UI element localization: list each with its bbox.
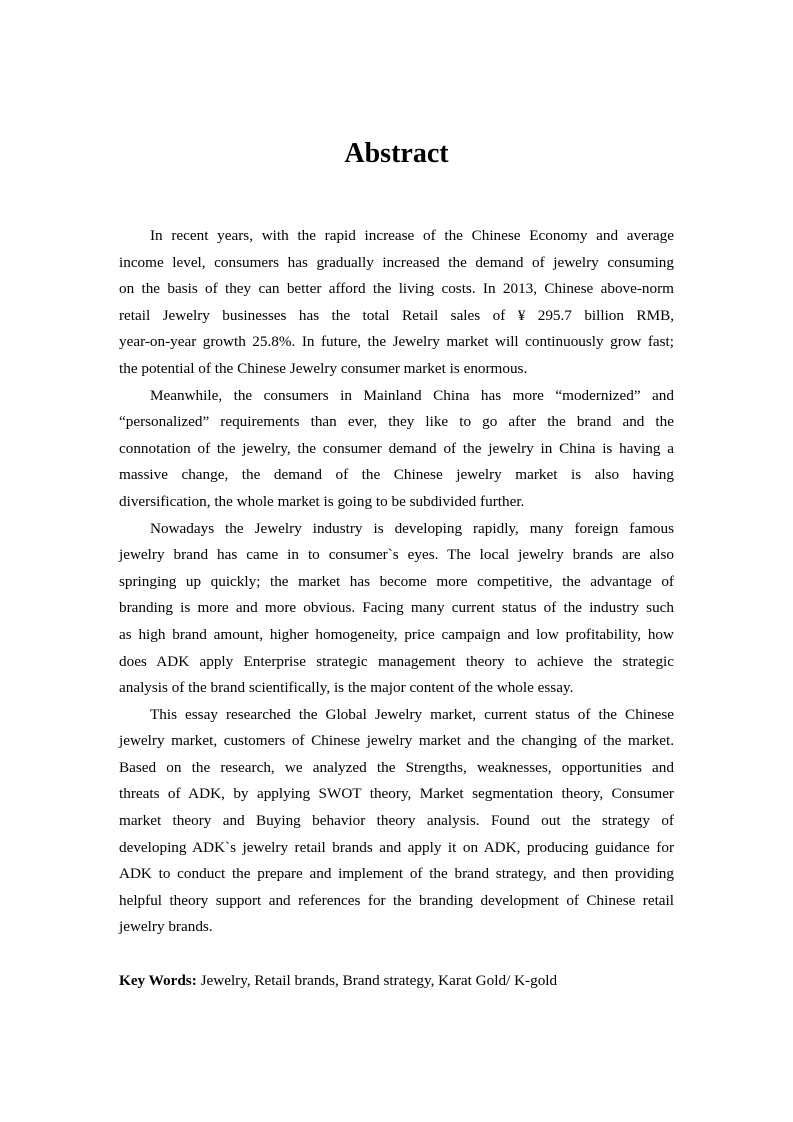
paragraph [119, 516, 674, 702]
paragraph [119, 223, 674, 383]
text-line: Based on the research, we analyzed the Strengths, weaknesses, opportunities and [119, 758, 674, 776]
text-line: branding is more and more obvious. Facing many current status of the industry such [119, 599, 674, 617]
abstract-body [119, 223, 674, 941]
text-line: connotation of the jewelry, the consumer demand of the jewelry in China is having a [119, 439, 674, 457]
text-line: jewelry market, customers of Chinese jewelry market and the changing of the market. [119, 732, 674, 750]
text-line: helpful theory support and references for the branding development of Chinese retail [119, 891, 674, 909]
paragraph [119, 383, 674, 516]
text-line: threats of ADK, by applying SWOT theory, Market segmentation theory, Consumer [119, 785, 674, 803]
text-line: on the basis of they can better afford the living costs. In 2013, Chinese above-norm [119, 280, 674, 298]
text-line: In recent years, with the rapid increase of the Chinese Economy and average [150, 227, 674, 244]
text-line: does ADK apply Enterprise strategic management theory to achieve the strategic [119, 652, 674, 670]
keywords-text: Jewelry, Retail brands, Brand strategy, Karat Gold/ K-gold [196, 972, 558, 989]
text-line: massive change, the demand of the Chinese jewelry market is also having [119, 466, 674, 484]
text-line: as high brand amount, higher homogeneity, price campaign and low profitability, how [119, 625, 674, 643]
text-line: analysis of the brand scientifically, is the major content of the whole essay. [119, 679, 574, 697]
page-title: Abstract [344, 138, 449, 169]
keywords-label: Key Words: [119, 972, 197, 989]
text-line: ADK to conduct the prepare and implement of the brand strategy, and then providing [119, 865, 674, 883]
text-line: retail Jewelry businesses has the total Retail sales of ¥ 295.7 billion RMB, [119, 306, 674, 324]
text-line: market theory and Buying behavior theory analysis. Found out the strategy of [119, 812, 674, 830]
text-line: year-on-year growth 25.8%. In future, the Jewelry market will continuously grow fast; [119, 333, 674, 351]
text-line: income level, consumers has gradually increased the demand of jewelry consuming [119, 253, 674, 271]
text-line: Nowadays the Jewelry industry is developing rapidly, many foreign famous [150, 519, 674, 537]
keywords [119, 968, 557, 994]
text-line: diversification, the whole market is going to be subdivided further. [119, 492, 525, 510]
text-line: the potential of the Chinese Jewelry consumer market is enormous. [119, 359, 528, 377]
text-line: jewelry brand has came in to consumer`s eyes. The local jewelry brands are also [119, 546, 674, 564]
text-line: “personalized” requirements than ever, they like to go after the brand and the [119, 413, 674, 431]
text-line: This essay researched the Global Jewelry market, current status of the Chinese [150, 705, 674, 723]
paragraph [119, 702, 674, 941]
text-line: developing ADK`s jewelry retail brands and apply it on ADK, producing guidance for [119, 838, 674, 856]
text-line: jewelry brands. [119, 918, 213, 936]
text-line: Meanwhile, the consumers in Mainland China has more “modernized” and [150, 386, 674, 404]
text-line: springing up quickly; the market has become more competitive, the advantage of [119, 572, 674, 590]
